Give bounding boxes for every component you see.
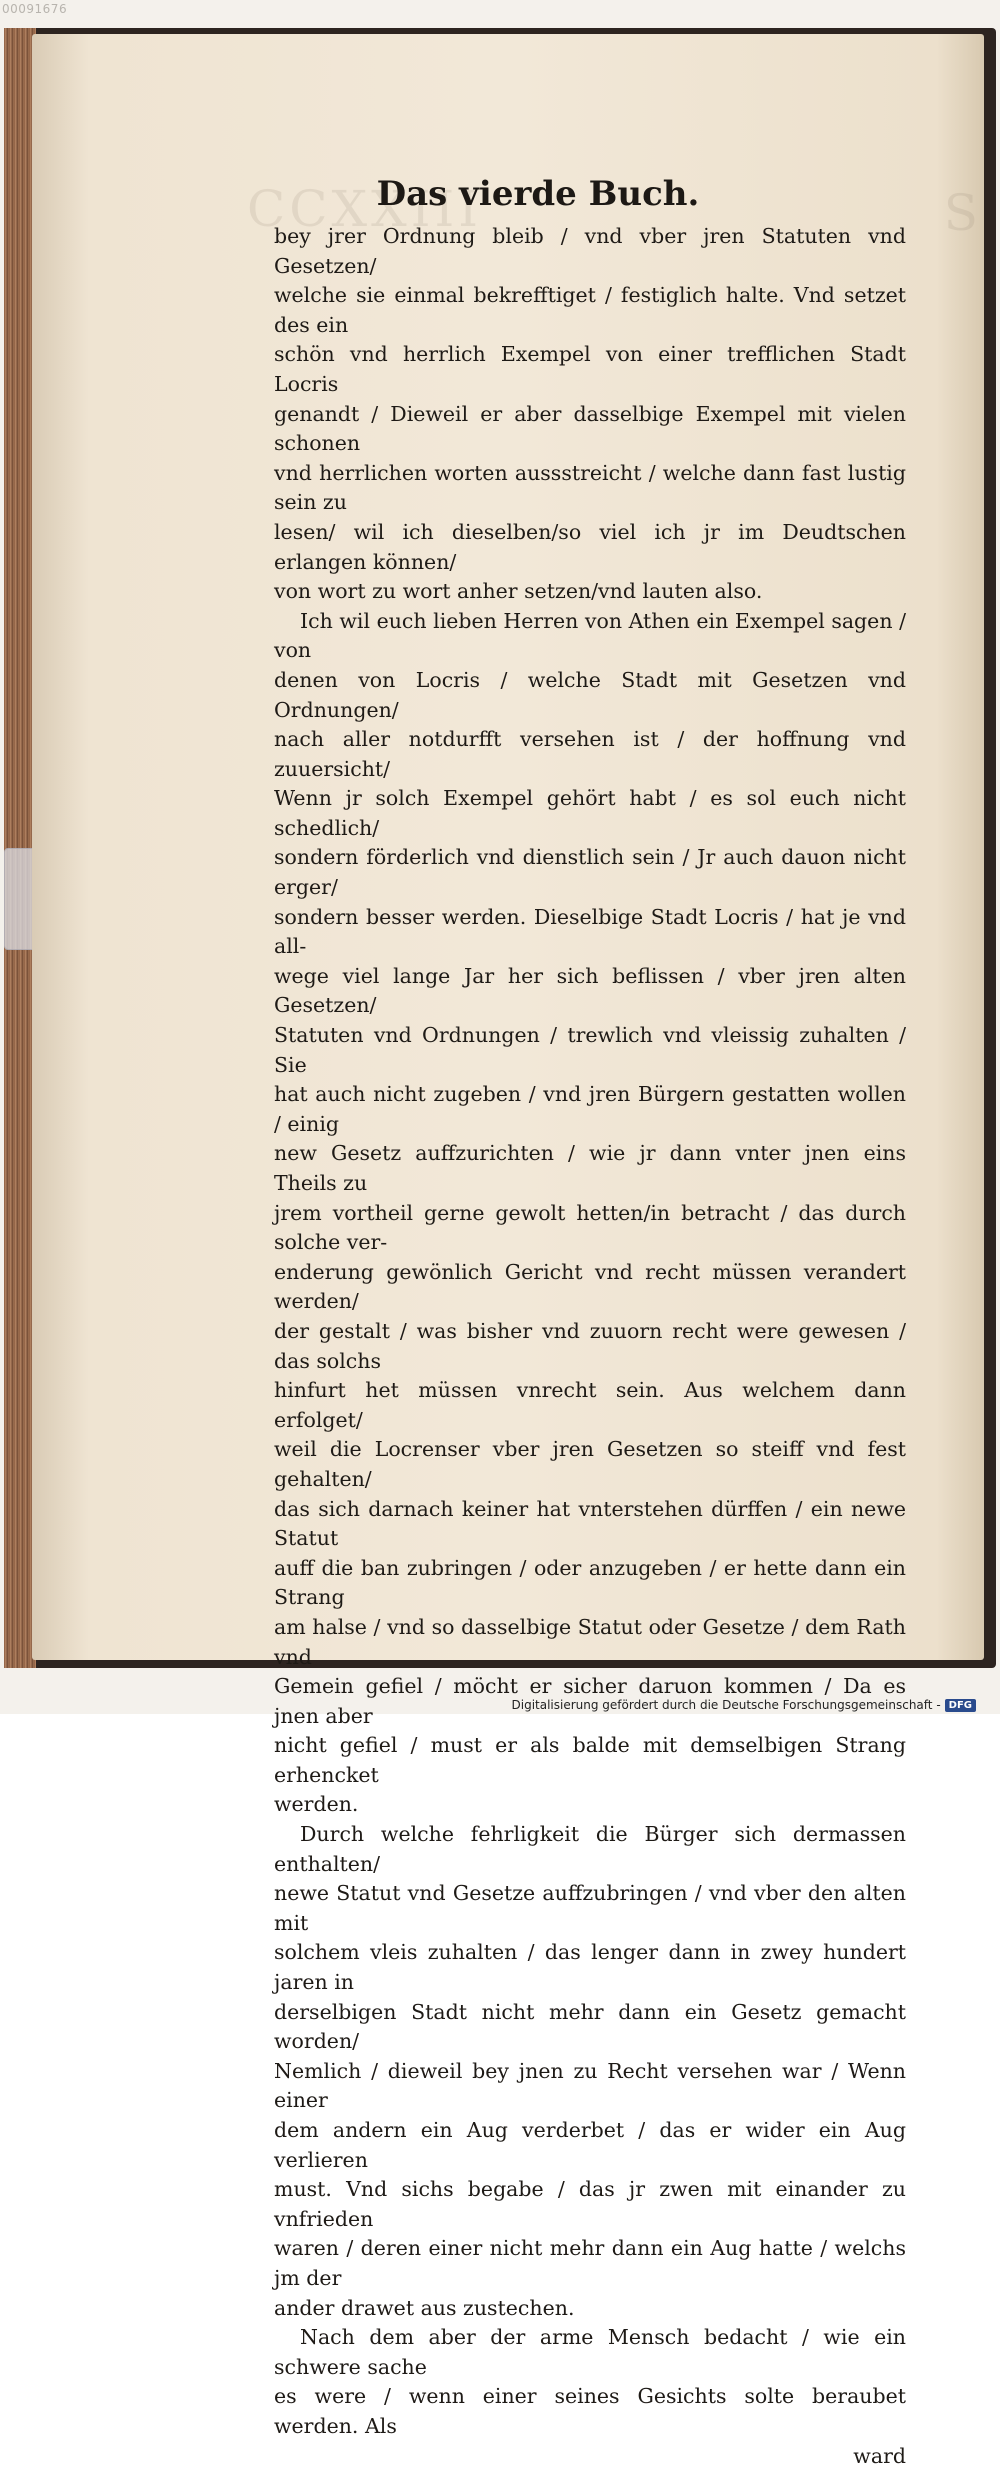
paragraph: Ich wil euch lieben Herren von Athen ein Exempel sagen / von denen von Locris / welche Stadt mit Gesetzen vnd Ordnungen/ nach aller notdurfft versehen ist / der hoffnung vnd zuuersicht/ Wenn jr solch Exempel gehört habt / es sol euch nicht schedlich/ sondern förderlich vnd dienstlich sein / Jr auch dauon nicht erger/ sondern besser werden. Dieselbige Stadt Locris / hat je vnd all- wege viel lange Jar her sich beflissen / vber jren alten Gesetzen/ Statuten vnd Ordnungen / trewlich vnd vleissig zuhalten / Sie hat auch nicht zugeben / vnd jren Bürgern gestatten wollen / einig new Gesetz auffzurichten / wie jr dann vnter jnen eins Theils zu jrem vortheil gerne gewolt hetten/in betracht / das durch solche ver- enderung gewönlich Gericht vnd recht müssen verandert werden/ der gestalt / was bisher vnd zuuorn recht were gewesen / das solchs hinfurt het müssen vnrecht sein. Aus welchem dann erfolget/ weil die Locrenser vber jren Gesetzen so steiff vnd fest gehalten/ das sich darnach keiner hat vnterstehen dürffen / ein newe Statut auff die ban zubringen / oder anzugeben / er hette dann ein Strang am halse / vnd so dasselbige Statut oder Gesetze / dem Rath vnd Gemein gefiel / möcht er sicher daruon kommen / Da es jnen aber nicht gefiel / must er als balde mit demselbigen Strang erhencket werden. [274,608,906,1817]
text-block [274,222,906,2471]
dfg-logo: DFG [945,1699,976,1712]
running-head: Das vierde Buch. [376,174,700,214]
paragraph: bey jrer Ordnung bleib / vnd vber jren Statuten vnd Gesetzen/ welche sie einmal bekrefftiget / festiglich halte. Vnd setzet des ein schön vnd herrlich Exempel von einer trefflichen Stadt Locris genandt / Dieweil er aber dasselbige Exempel mit vielen schonen vnd herrlichen worten aussstreicht / welche dann fast lustig sein zu lesen/ wil ich dieselben/so viel ich jr im Deudtschen erlangen können/ von wort zu wort anher setzen/vnd lauten also. [274,224,906,604]
paragraph: Durch welche fehrligkeit die Bürger sich dermassen enthalten/ newe Statut vnd Gesetze auffzubringen / vnd vber den alten mit solchem vleis zuhalten / das lenger dann in zwey hundert jaren in derselbigen Stadt nicht mehr dann ein Gesetz gemacht worden/ Nemlich / dieweil bey jnen zu Recht versehen war / Wenn einer dem andern ein Aug verderbet / das er wider ein Aug verlieren must. Vnd sichs begabe / das jr zwen mit einander zu vnfrieden waren / deren einer nicht mehr dann ein Aug hatte / welchs jm der ander drawet aus zustechen. [274,1822,906,2320]
credit-text: Digitalisierung gefördert durch die Deutsche Forschungsgemeinschaft - [511,1698,941,1712]
bleed-through-letter: S [943,184,978,242]
digitization-credit [512,1698,977,1712]
catchword: ward [853,2443,906,2468]
bleed-through-title: CCXXIII [247,180,482,238]
scan-id-label: 00091676 [2,2,68,16]
paragraph: Nach dem aber der arme Mensch bedacht / wie ein schwere sache es were / wenn einer seines Gesichts solte beraubet werden. Als [274,2325,906,2438]
